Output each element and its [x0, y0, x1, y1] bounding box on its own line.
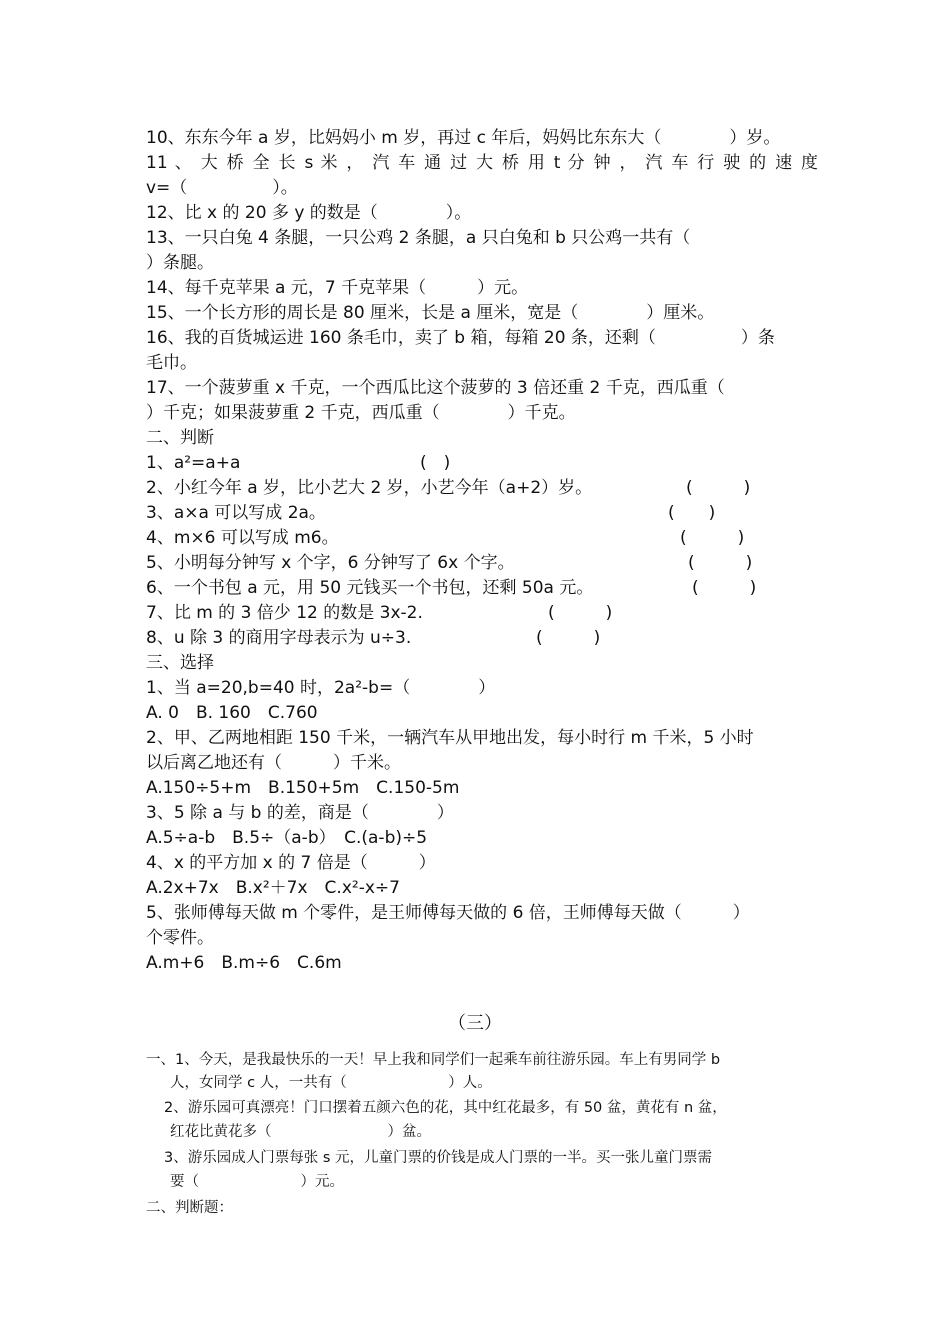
judge-item-6	[146, 576, 818, 600]
choice-3-question: 3、5 除 a 与 b 的差，商是（ ）	[146, 803, 454, 823]
question-12: 12、比 x 的 20 多 y 的数是（ ）。	[146, 203, 472, 223]
judge-question: 8、u 除 3 的商用字母表示为 u÷3.	[146, 628, 412, 648]
judge-item-7	[146, 601, 818, 625]
question-10: 10、东东今年 a 岁，比妈妈小 m 岁，再过 c 年后，妈妈比东东大（ ）岁。	[146, 128, 781, 148]
question-11-line2: v=（ ）。	[146, 178, 298, 198]
question-13-line2: ）条腿。	[146, 253, 214, 273]
section-title-choice: 三、选择	[146, 653, 214, 673]
judge-question: 3、a×a 可以写成 2a。	[146, 503, 326, 523]
choice-5-question-line1: 5、张师傅每天做 m 个零件，是王师傅每天做的 6 倍，王师傅每天做（ ）	[146, 903, 750, 923]
choice-2-question-line2: 以后离乙地还有（ ）千米。	[146, 753, 401, 773]
section-heading-three: （三）	[448, 1013, 502, 1034]
judge-question: 7、比 m 的 3 倍少 12 的数是 3x-2.	[146, 603, 423, 623]
part3-question-3-line2: 要（ ）元。	[170, 1174, 344, 1190]
choice-5-options: A.m+6 B.m÷6 C.6m	[146, 953, 342, 973]
section-title-judge: 二、判断	[146, 428, 214, 448]
part3-question-2-line2: 红花比黄花多（ ）盆。	[170, 1124, 431, 1140]
judge-item-4	[146, 526, 818, 550]
question-16-line2: 毛巾。	[146, 353, 197, 373]
choice-2-question-line1: 2、甲、乙两地相距 150 千米，一辆汽车从甲地出发，每小时行 m 千米，5 小时	[146, 728, 754, 748]
choice-4-options: A.2x+7x B.x²＋7x C.x²-x÷7	[146, 878, 400, 898]
judge-question: 6、一个书包 a 元，用 50 元钱买一个书包，还剩 50a 元。	[146, 578, 594, 598]
choice-5-question-line2: 个零件。	[146, 928, 214, 948]
judge-answer-bracket[interactable]: ( )	[692, 578, 757, 598]
part3-section-title-judge: 二、判断题：	[146, 1200, 233, 1216]
judge-answer-bracket[interactable]: ( )	[686, 478, 751, 498]
judge-item-1	[146, 451, 818, 475]
choice-1-options: A. 0 B. 160 C.760	[146, 703, 318, 723]
judge-item-3	[146, 501, 818, 525]
part3-question-1-line2: 人，女同学 c 人，一共有（ ）人。	[170, 1075, 492, 1091]
choice-1-question: 1、当 a=20,b=40 时，2a²-b=（ ）	[146, 678, 496, 698]
judge-answer-bracket[interactable]: ( )	[680, 528, 745, 548]
part3-question-2-line1: 2、游乐园可真漂亮！门口摆着五颜六色的花，其中红花最多，有 50 盆，黄花有 n 盆，	[164, 1100, 727, 1116]
judge-question: 4、m×6 可以写成 m6。	[146, 528, 339, 548]
judge-question: 2、小红今年 a 岁，比小艺大 2 岁，小艺今年（a+2）岁。	[146, 478, 593, 498]
judge-answer-bracket[interactable]: ( )	[548, 603, 613, 623]
question-11-line1: 11 、 大 桥 全 长 s 米 ， 汽 车 通 过 大 桥 用 t 分 钟 ， 汽 车 行 驶 的 速 度	[146, 153, 818, 173]
judge-answer-bracket[interactable]: ( )	[420, 453, 451, 473]
judge-answer-bracket[interactable]: ( )	[688, 553, 753, 573]
question-13-line1: 13、一只白兔 4 条腿，一只公鸡 2 条腿，a 只白兔和 b 只公鸡一共有（	[146, 228, 691, 248]
question-14: 14、每千克苹果 a 元，7 千克苹果（ ）元。	[146, 278, 529, 298]
question-17-line1: 17、一个菠萝重 x 千克，一个西瓜比这个菠萝的 3 倍还重 2 千克，西瓜重（	[146, 378, 725, 398]
part3-question-3-line1: 3、游乐园成人门票每张 s 元，儿童门票的价钱是成人门票的一半。买一张儿童门票需	[164, 1150, 712, 1166]
judge-item-8	[146, 626, 818, 650]
question-16-line1: 16、我的百货城运进 160 条毛巾，卖了 b 箱，每箱 20 条，还剩（ ）条	[146, 328, 775, 348]
part3-question-1-line1: 一、1、今天，是我最快乐的一天！早上我和同学们一起乘车前往游乐园。车上有男同学 b	[146, 1052, 721, 1068]
judge-item-5	[146, 551, 818, 575]
question-15: 15、一个长方形的周长是 80 厘米，长是 a 厘米，宽是（ ）厘米。	[146, 303, 715, 323]
judge-question: 1、a²=a+a	[146, 453, 241, 473]
choice-4-question: 4、x 的平方加 x 的 7 倍是（ ）	[146, 853, 436, 873]
choice-3-options: A.5÷a-b B.5÷（a-b） C.(a-b)÷5	[146, 828, 428, 848]
judge-answer-bracket[interactable]: ( )	[536, 628, 601, 648]
judge-answer-bracket[interactable]: ( )	[668, 503, 716, 523]
judge-item-2	[146, 476, 818, 500]
choice-2-options: A.150÷5+m B.150+5m C.150-5m	[146, 778, 460, 798]
question-17-line2: ）千克；如果菠萝重 2 千克，西瓜重（ ）千克。	[146, 403, 576, 423]
judge-question: 5、小明每分钟写 x 个字，6 分钟写了 6x 个字。	[146, 553, 515, 573]
